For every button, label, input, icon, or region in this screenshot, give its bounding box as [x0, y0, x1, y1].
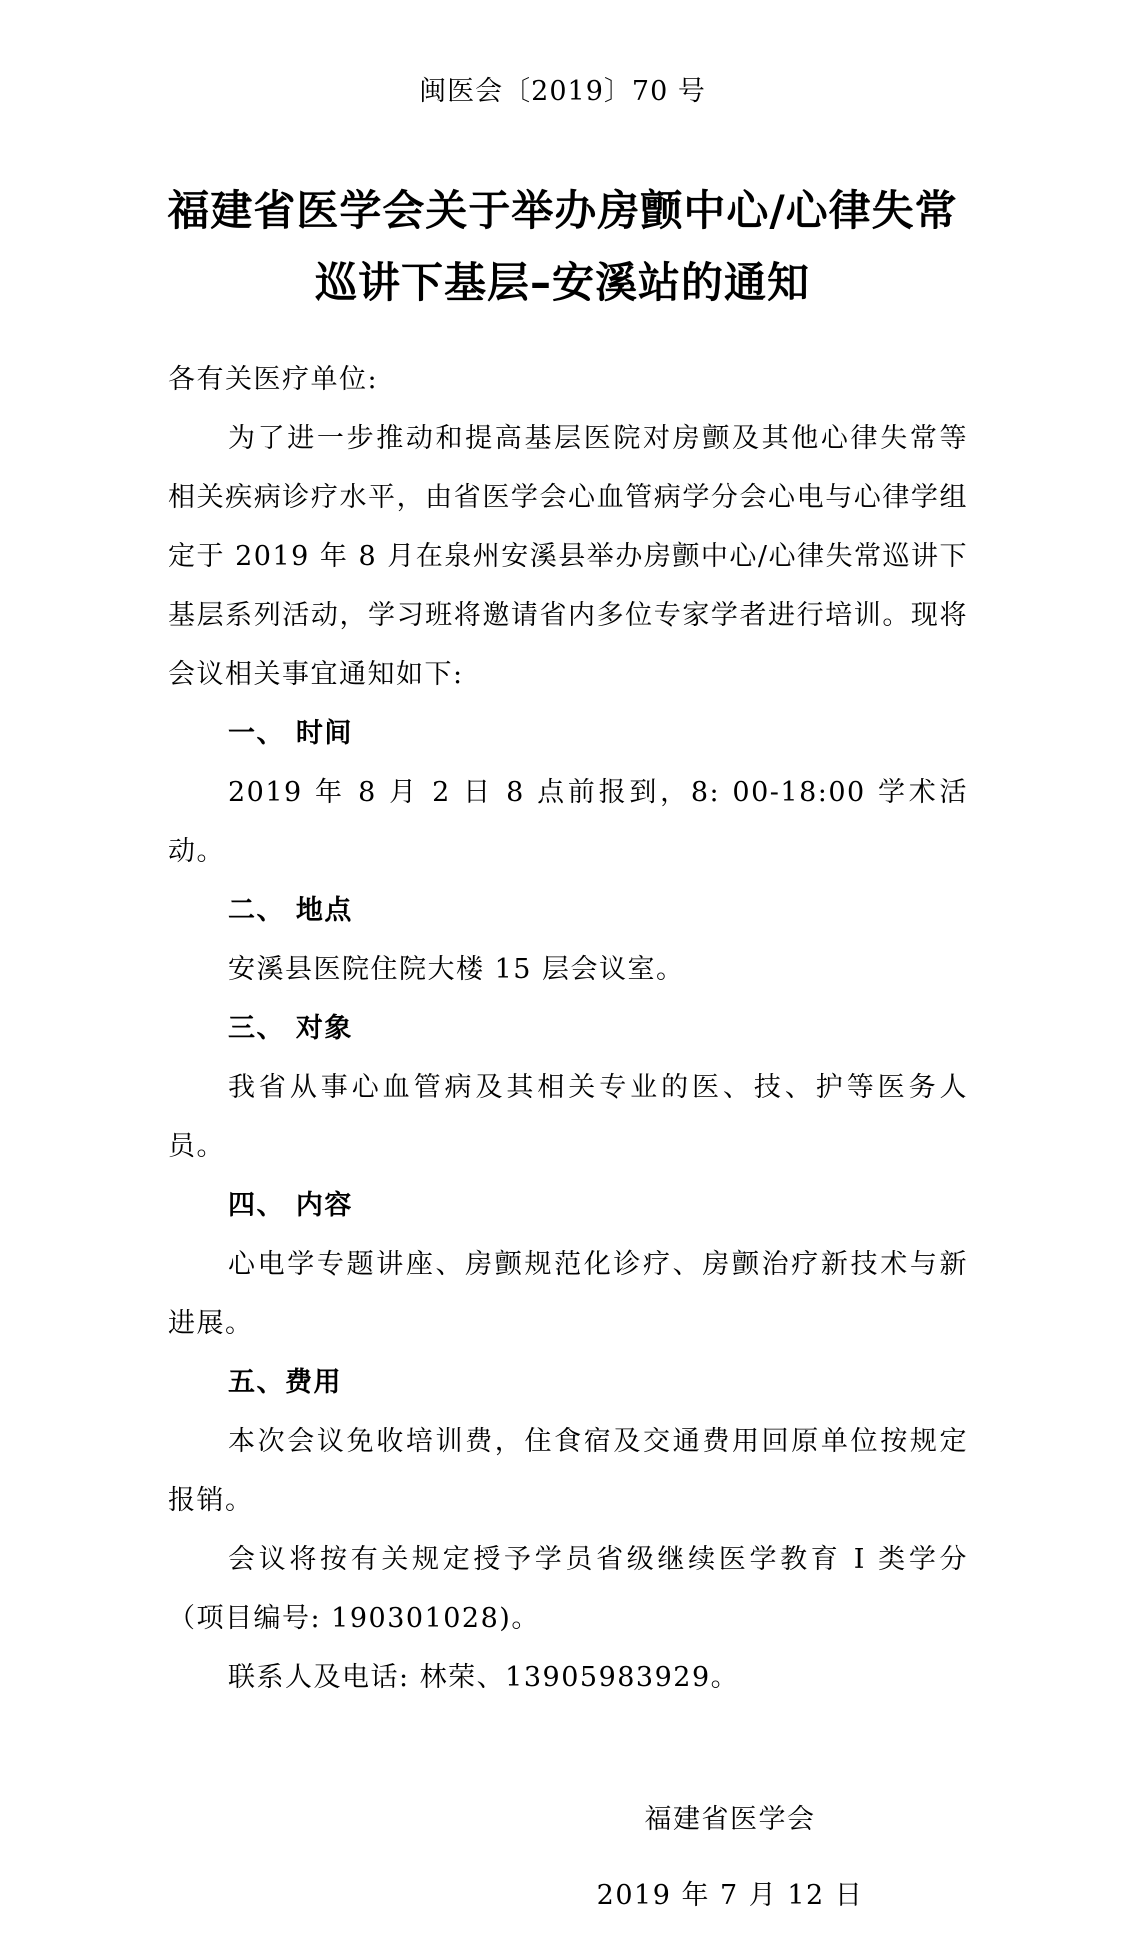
- document-body: [168, 350, 968, 1707]
- section-text-content: 心电学专题讲座、房颤规范化诊疗、房颤治疗新技术与新进展。: [168, 1249, 968, 1339]
- section-heading-audience: 三、 对象: [228, 1013, 353, 1044]
- signature-organization: 福建省医学会: [644, 1804, 816, 1835]
- document-number: 闽医会〔2019〕70 号: [419, 76, 706, 107]
- title-line-1: 福建省医学会关于举办房颤中心/心律失常: [167, 186, 958, 235]
- salutation: 各有关医疗单位:: [168, 364, 379, 395]
- section-text-fees: 本次会议免收培训费，住食宿及交通费用回原单位按规定报销。: [168, 1426, 968, 1516]
- intro-paragraph: 为了进一步推动和提高基层医院对房颤及其他心律失常等相关疾病诊疗水平，由省医学会心血管病学分会心电与心律学组定于 2019 年 8 月在泉州安溪县举办房颤中心/心律失常巡讲下基层系列活动，学习班将邀请省内多位专家学者进行培训。现将会议相关事宜通知如下:: [168, 423, 968, 690]
- credit-note: 会议将按有关规定授予学员省级继续医学教育 I 类学分（项目编号: 190301028)。: [168, 1544, 968, 1634]
- title-line-2: 巡讲下基层–安溪站的通知: [314, 258, 810, 307]
- contact-info: 联系人及电话: 林荣、13905983929。: [228, 1662, 740, 1693]
- section-heading-content: 四、 内容: [228, 1190, 353, 1221]
- section-text-time: 2019 年 8 月 2 日 8 点前报到，8: 00-18:00 学术活动。: [168, 777, 968, 867]
- section-heading-fees: 五、费用: [228, 1367, 342, 1398]
- section-text-audience: 我省从事心血管病及其相关专业的医、技、护等医务人员。: [168, 1072, 968, 1162]
- section-heading-location: 二、 地点: [228, 895, 353, 926]
- section-text-location: 安溪县医院住院大楼 15 层会议室。: [228, 954, 685, 985]
- signature-date: 2019 年 7 月 12 日: [596, 1880, 864, 1911]
- section-heading-time: 一、 时间: [228, 718, 353, 749]
- document-title: [0, 175, 1125, 319]
